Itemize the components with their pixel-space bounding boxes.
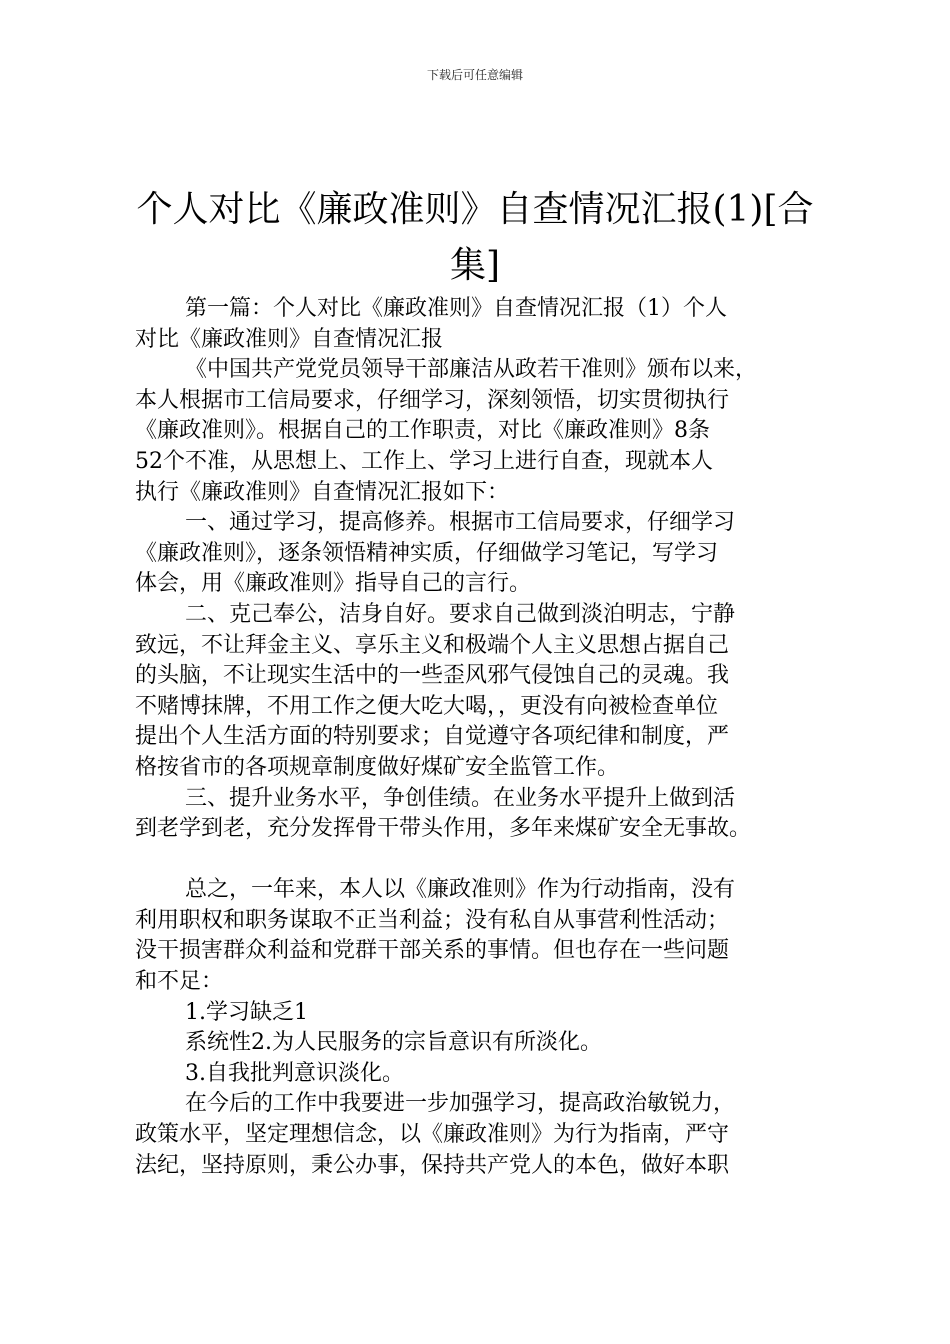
body-text-line: 《中国共产党党员领导干部廉洁从政若干准则》颁布以来， <box>185 357 758 383</box>
body-text-line: 利用职权和职务谋取不正当利益；没有私自从事营利性活动； <box>135 907 730 933</box>
body-text-line: 二、克己奉公，洁身自好。要求自己做到淡泊明志，宁静 <box>185 601 736 627</box>
body-text-line: 和不足： <box>135 969 224 995</box>
body-text-line: 本人根据市工信局要求，仔细学习，深刻领悟，切实贯彻执行 <box>135 387 730 413</box>
title-line-1: 个人对比《廉政准则》自查情况汇报(1)[合 <box>136 189 814 230</box>
body-text-line: 没干损害群众利益和党群干部关系的事情。但也存在一些问题 <box>135 938 730 964</box>
body-text-line <box>135 845 835 876</box>
body-text-line: 体会，用《廉政准则》指导自己的言行。 <box>135 571 532 597</box>
body-text-line: 1.学习缺乏1 <box>185 999 308 1025</box>
body-text-line: 第一篇：个人对比《廉政准则》自查情况汇报（1）个人 <box>185 296 727 321</box>
body-text-line: 的头脑，不让现实生活中的一些歪风邪气侵蚀自己的灵魂。我 <box>135 663 730 689</box>
body-text-line: 法纪，坚持原则，秉公办事，保持共产党人的本色，做好本职 <box>135 1152 730 1178</box>
body-text-line: 三、提升业务水平，争创佳绩。在业务水平提升上做到活 <box>185 785 736 811</box>
body-text-line: 提出个人生活方面的特别要求；自觉遵守各项纪律和制度，严 <box>135 724 730 750</box>
body-text-line: 《廉政准则》。根据自己的工作职责，对比《廉政准则》8条 <box>135 418 710 444</box>
body-text-line: 系统性2.为人民服务的宗旨意识有所淡化。 <box>185 1030 602 1056</box>
body-text-line: 一、通过学习，提高修养。根据市工信局要求，仔细学习 <box>185 510 736 536</box>
body-text-line: 不赌博抹牌，不用工作之便大吃大喝，，更没有向被检查单位 <box>135 693 719 719</box>
body-text-line: 对比《廉政准则》自查情况汇报 <box>135 326 444 352</box>
body-text-line: 3.自我批判意识淡化。 <box>185 1060 404 1086</box>
body-text-line: 52个不准，从思想上、工作上、学习上进行自查，现就本人 <box>135 448 713 474</box>
document-body <box>135 294 835 1181</box>
document-title <box>120 182 830 294</box>
body-text-line: 《廉政准则》，逐条领悟精神实质，仔细做学习笔记，写学习 <box>135 540 719 566</box>
page-header-note: 下载后可任意编辑 <box>426 68 523 82</box>
title-line-2: 集] <box>449 245 501 286</box>
body-text-line: 格按省市的各项规章制度做好煤矿安全监管工作。 <box>135 754 620 780</box>
body-text-line: 政策水平，坚定理想信念，以《廉政准则》为行为指南，严守 <box>135 1122 730 1148</box>
body-text-line: 在今后的工作中我要进一步加强学习，提高政治敏锐力， <box>185 1091 736 1117</box>
body-text-line: 执行《廉政准则》自查情况汇报如下： <box>135 479 510 505</box>
body-text-line: 到老学到老，充分发挥骨干带头作用，多年来煤矿安全无事故。 <box>135 816 752 842</box>
body-text-line: 致远，不让拜金主义、享乐主义和极端个人主义思想占据自己 <box>135 632 730 658</box>
body-text-line: 总之，一年来，本人以《廉政准则》作为行动指南，没有 <box>185 877 736 903</box>
